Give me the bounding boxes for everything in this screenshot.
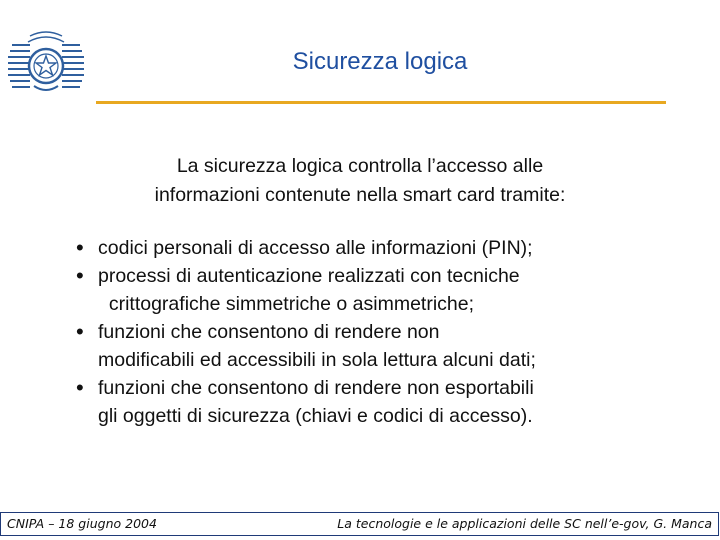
bullet-icon: • <box>76 235 84 260</box>
list-item-line: processi di autenticazione realizzati con tecniche <box>98 265 520 287</box>
footer-presentation-title: La tecnologie e le applicazioni delle SC nell’e-gov, G. Manca <box>337 516 712 531</box>
bullet-icon: • <box>76 319 84 344</box>
list-item-line: funzioni che consentono di rendere non <box>98 321 440 343</box>
bullet-icon: • <box>76 263 84 288</box>
emblem-icon <box>8 30 84 106</box>
footer-date: CNIPA – 18 giugno 2004 <box>7 516 157 531</box>
list-item-line: funzioni che consentono di rendere non esportabili <box>98 377 534 399</box>
bullet-list <box>76 234 676 430</box>
page-title: Sicurezza logica <box>292 48 468 75</box>
list-item <box>76 318 676 374</box>
list-item-line: modificabili ed accessibili in sola lettura alcuni dati; <box>98 349 536 371</box>
list-item <box>76 234 676 262</box>
intro-line: informazioni contenute nella smart card tramite: <box>154 184 566 206</box>
intro-text <box>70 152 650 210</box>
intro-line: La sicurezza logica controlla l’accesso alle <box>176 155 544 177</box>
list-item-line: codici personali di accesso alle informazioni (PIN); <box>98 237 533 259</box>
title-divider <box>96 101 666 104</box>
bullet-icon: • <box>76 375 84 400</box>
list-item-line: gli oggetti di sicurezza (chiavi e codici di accesso). <box>98 405 533 427</box>
list-item <box>76 374 676 430</box>
list-item <box>76 262 676 318</box>
footer-bar <box>0 512 719 536</box>
list-item-line: crittografiche simmetriche o asimmetriche; <box>98 293 475 315</box>
